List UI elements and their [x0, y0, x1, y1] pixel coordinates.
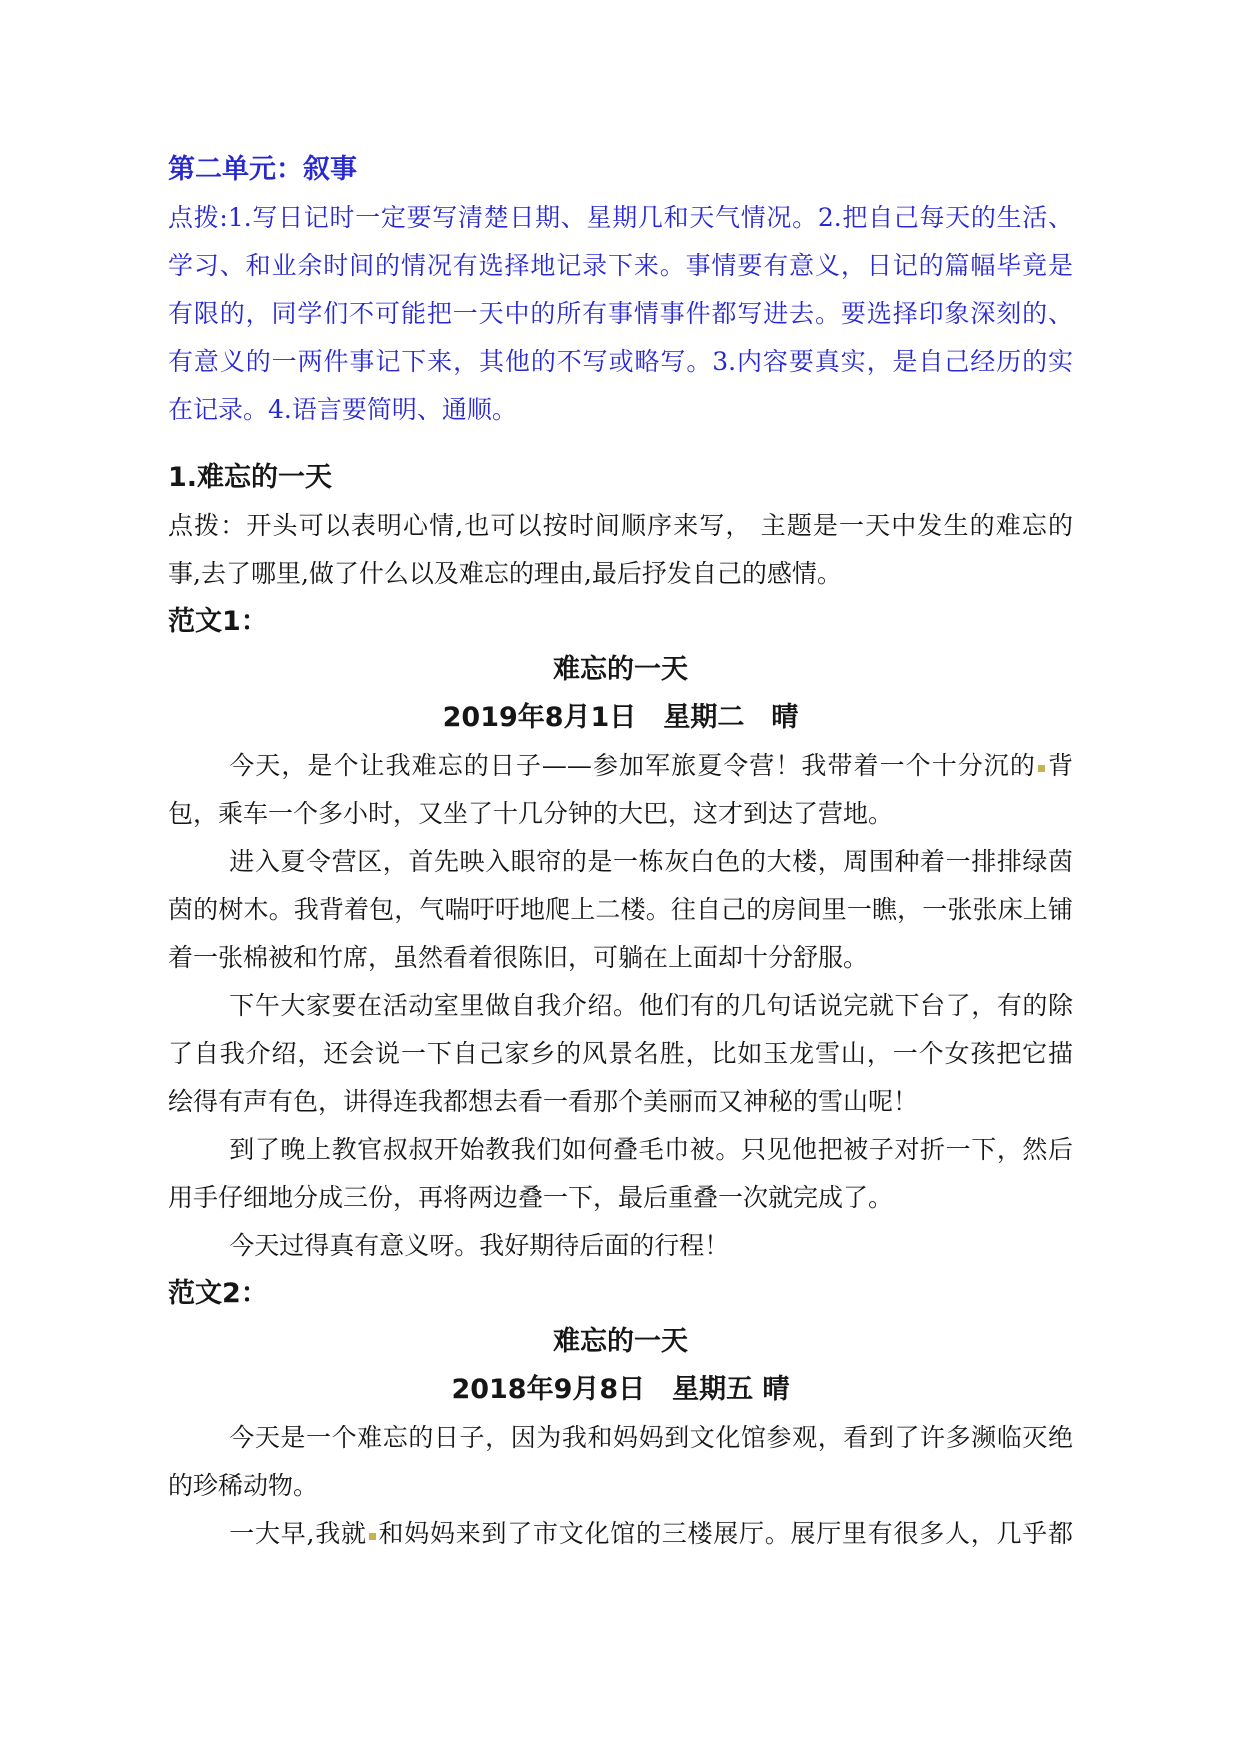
unit-heading: 第二单元：叙事	[168, 154, 357, 185]
text-line: 了自我介绍，还会说一下自己家乡的风景名胜，比如玉龙雪山，一个女孩把它描	[168, 1039, 1073, 1068]
text-line: 用手仔细地分成三份，再将两边叠一下，最后重叠一次就完成了。	[168, 1183, 894, 1212]
text-line: 学习、和业余时间的情况有选择地记录下来。事情要有意义，日记的篇幅毕竟是	[168, 251, 1073, 280]
text-line: 有意义的一两件事记下来，其他的不写或略写。3.内容要真实，是自己经历的实	[168, 347, 1073, 376]
text-line: 今天，是个让我难忘的日子——参加军旅夏令营！我带着一个十分沉的 背	[229, 751, 1073, 780]
essay2-title: 难忘的一天	[553, 1326, 688, 1357]
essay1-paragraph-1	[168, 742, 1073, 838]
text-line: 包，乘车一个多小时，又坐了十几分钟的大巴，这才到达了营地。	[168, 799, 894, 828]
text-line: 事,去了哪里,做了什么以及难忘的理由,最后抒发自己的感情。	[168, 559, 842, 588]
essay2-date: 2018年9月8日 星期五 晴	[451, 1374, 790, 1405]
text-line: 着一张棉被和竹席，虽然看着很陈旧，可躺在上面却十分舒服。	[168, 943, 869, 972]
essay1-paragraph-3	[168, 982, 1073, 1126]
essay1-date: 2019年8月1日 星期二 晴	[442, 702, 799, 733]
text-line: 茵的树木。我背着包，气喘吁吁地爬上二楼。往自己的房间里一瞧，一张张床上铺	[168, 895, 1073, 924]
text-line: 今天过得真有意义呀。我好期待后面的行程！	[229, 1231, 730, 1260]
text-line: 的珍稀动物。	[168, 1471, 319, 1500]
essay1-paragraph-2	[168, 838, 1073, 982]
document-content	[168, 146, 1073, 1558]
text-line: 有限的，同学们不可能把一天中的所有事情事件都写进去。要选择印象深刻的、	[168, 299, 1073, 328]
text-line: 点拨：开头可以表明心情,也可以按时间顺序来写， 主题是一天中发生的难忘的	[168, 511, 1073, 540]
text-line: 点拨:1.写日记时一定要写清楚日期、星期几和天气情况。2.把自己每天的生活、	[168, 203, 1073, 232]
essay1-paragraph-5	[168, 1222, 1073, 1270]
essay1-paragraph-4	[168, 1126, 1073, 1222]
text-line: 在记录。4.语言要简明、通顺。	[168, 395, 517, 424]
essay1-title: 难忘的一天	[553, 654, 688, 685]
topic-heading: 1.难忘的一天	[168, 462, 333, 493]
blank-line	[168, 434, 1073, 454]
text-line: 下午大家要在活动室里做自我介绍。他们有的几句话说完就下台了，有的除	[229, 991, 1073, 1020]
text-line: 进入夏令营区，首先映入眼帘的是一栋灰白色的大楼，周围种着一排排绿茵	[229, 847, 1073, 876]
text-line: 一大早,我就 和妈妈来到了市文化馆的三楼展厅。展厅里有很多人，几乎都	[229, 1519, 1073, 1548]
sample2-label: 范文2：	[168, 1278, 268, 1309]
topic-tips-paragraph	[168, 502, 1073, 598]
yellow-dot-mark	[1038, 765, 1045, 772]
text-line: 绘得有声有色，讲得连我都想去看一看那个美丽而又神秘的雪山呢！	[168, 1087, 919, 1116]
yellow-dot-mark	[369, 1533, 376, 1540]
text-line: 到了晚上教官叔叔开始教我们如何叠毛巾被。只见他把被子对折一下，然后	[229, 1135, 1073, 1164]
essay2-paragraph-2	[168, 1510, 1073, 1558]
essay2-paragraph-1	[168, 1414, 1073, 1510]
text-line: 今天是一个难忘的日子，因为我和妈妈到文化馆参观，看到了许多濒临灭绝	[229, 1423, 1073, 1452]
sample1-label: 范文1：	[168, 606, 268, 637]
unit-tips-paragraph	[168, 194, 1073, 434]
